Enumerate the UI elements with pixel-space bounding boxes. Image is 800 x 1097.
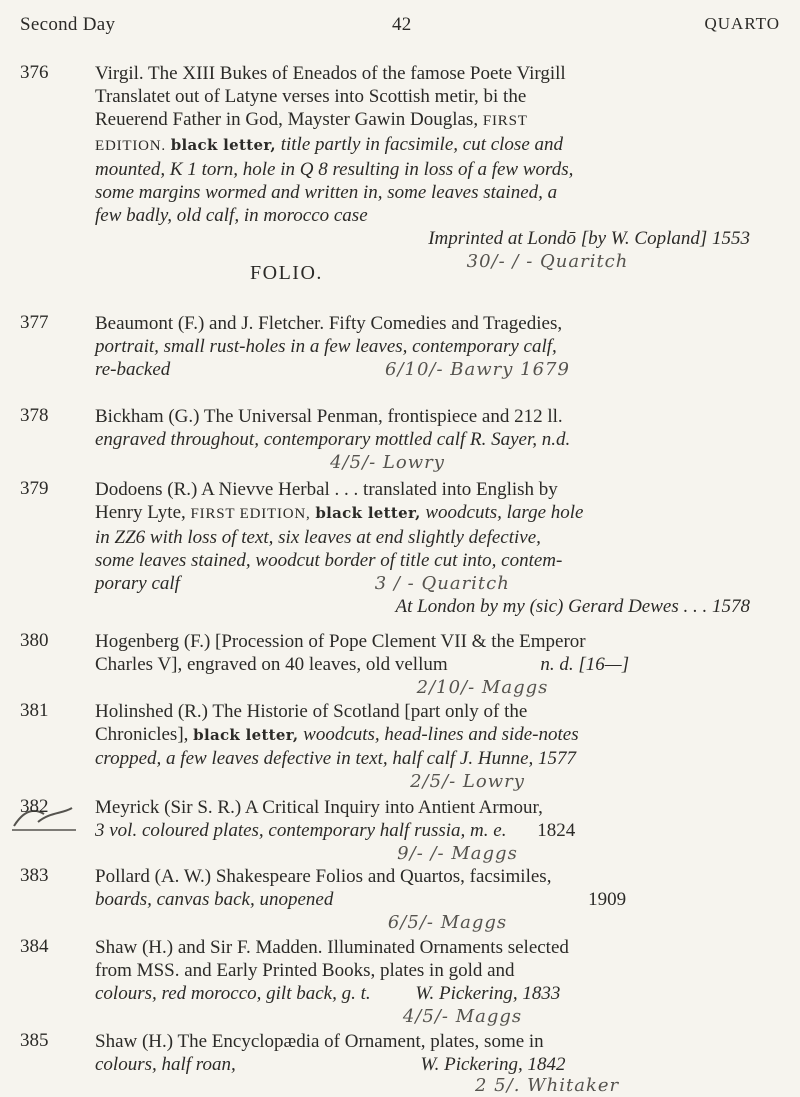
edition-note: EDITION. xyxy=(95,138,166,154)
desc-line: in ZZ6 with loss of text, six leaves at end slightly defective, xyxy=(95,527,541,548)
lot-description xyxy=(95,478,770,618)
lot-description xyxy=(95,1030,770,1096)
desc-line: Virgil. The XIII Bukes of Eneados of the famose Poete Virgill xyxy=(95,63,566,84)
imprint: n. d. [16—] xyxy=(540,654,630,675)
desc-line: Holinshed (R.) The Historie of Scotland [part only of the xyxy=(95,701,528,722)
lot-number: 380 xyxy=(20,630,49,651)
desc-line: Reuerend Father in God, Mayster Gawin Douglas, xyxy=(95,109,479,130)
desc-line: Pollard (A. W.) Shakespeare Folios and Quartos, facsimiles, xyxy=(95,866,552,887)
lot-number: 377 xyxy=(20,312,49,333)
lot-number: 383 xyxy=(20,865,49,886)
desc-line: woodcuts, head-lines and side-notes xyxy=(303,724,579,745)
desc-line: boards, canvas back, unopened xyxy=(95,889,334,910)
imprint: At London by my (sic) Gerard Dewes . . . 1578 xyxy=(395,596,750,617)
black-letter-note: black letter, xyxy=(170,136,276,154)
desc-line: Beaumont (F.) and J. Fletcher. Fifty Comedies and Tragedies, xyxy=(95,313,563,334)
desc-line: woodcuts, large hole xyxy=(425,502,584,523)
imprint: W. Pickering, 1833 xyxy=(415,983,561,1004)
desc-line: engraved throughout, contemporary mottled calf R. Sayer, n.d. xyxy=(95,429,571,450)
desc-line: porary calf xyxy=(95,573,180,594)
lot-number: 379 xyxy=(20,478,49,499)
header-sale-day: Second Day xyxy=(20,14,116,35)
desc-line: Shaw (H.) and Sir F. Madden. Illuminated Ornaments selected xyxy=(95,937,569,958)
handwritten-price: 4/5/- Lowry xyxy=(330,452,445,473)
edition-note: FIRST EDITION, xyxy=(190,506,311,522)
desc-line: few badly, old calf, in morocco case xyxy=(95,205,368,226)
desc-line: cropped, a few leaves defective in text, half calf J. Hunne, 1577 xyxy=(95,748,577,769)
desc-line: Chronicles], xyxy=(95,724,189,745)
lot-description xyxy=(95,630,770,699)
handwritten-price: 30/- / - Quaritch xyxy=(466,251,629,272)
desc-line: 3 vol. coloured plates, contemporary half russia, m. e. xyxy=(95,820,507,841)
lot-number: 376 xyxy=(20,62,49,83)
lot-number: 382 xyxy=(20,796,49,817)
desc-line: portrait, small rust-holes in a few leaves, contemporary calf, xyxy=(95,336,557,357)
desc-line: Hogenberg (F.) [Procession of Pope Clement VII & the Emperor xyxy=(95,631,586,652)
imprint: W. Pickering, 1842 xyxy=(420,1054,566,1075)
lot-description xyxy=(95,865,770,934)
handwritten-price: 4/5/- Maggs xyxy=(402,1006,523,1027)
handwritten-price: 2/5/- Lowry xyxy=(410,771,525,792)
page-header xyxy=(20,14,780,40)
lot-number: 384 xyxy=(20,936,49,957)
desc-line: some margins wormed and written in, some leaves stained, a xyxy=(95,182,558,203)
imprint: Imprinted at Londō [by W. Copland] 1553 xyxy=(428,228,750,249)
black-letter-note: black letter, xyxy=(193,726,299,744)
desc-line: colours, red morocco, gilt back, g. t. xyxy=(95,983,371,1004)
desc-line: Dodoens (R.) A Nievve Herbal . . . translated into English by xyxy=(95,479,558,500)
desc-line: Translatet out of Latyne verses into Scottish metir, bi the xyxy=(95,86,527,107)
desc-line: mounted, K 1 torn, hole in Q 8 resulting in loss of a few words, xyxy=(95,159,574,180)
lot-description xyxy=(95,405,770,474)
desc-line: Shaw (H.) The Encyclopædia of Ornament, plates, some in xyxy=(95,1031,544,1052)
lot-description xyxy=(95,62,770,273)
section-heading: FOLIO. xyxy=(250,262,323,284)
desc-line: Charles V], engraved on 40 leaves, old vellum xyxy=(95,654,448,675)
black-letter-note: black letter, xyxy=(315,504,421,522)
header-format: QUARTO xyxy=(704,14,780,33)
handwritten-price: 6/5/- Maggs xyxy=(387,912,508,933)
edition-note: FIRST xyxy=(482,113,528,129)
desc-line: re-backed xyxy=(95,359,171,380)
handwritten-price: 3 / - Quaritch xyxy=(374,573,510,594)
lot-number: 385 xyxy=(20,1030,49,1051)
lot-description xyxy=(95,796,770,865)
lot-description xyxy=(95,936,770,1028)
handwritten-price: 6/10/- Bawry 1679 xyxy=(385,359,570,380)
lot-number: 378 xyxy=(20,405,49,426)
desc-line: from MSS. and Early Printed Books, plates in gold and xyxy=(95,960,515,981)
desc-line: Henry Lyte, xyxy=(95,502,186,523)
handwritten-price: 9/- /- Maggs xyxy=(397,843,518,864)
lot-description xyxy=(95,312,770,381)
desc-line: Meyrick (Sir S. R.) A Critical Inquiry into Antient Armour, xyxy=(95,797,543,818)
handwritten-price: 2 5/. Whitaker xyxy=(475,1075,620,1096)
lot-description xyxy=(95,700,770,793)
desc-line: Bickham (G.) The Universal Penman, frontispiece and 212 ll. xyxy=(95,406,563,427)
imprint: 1824 xyxy=(537,820,576,841)
desc-line: some leaves stained, woodcut border of title cut into, contem- xyxy=(95,550,563,571)
lot-number: 381 xyxy=(20,700,49,721)
desc-line: colours, half roan, xyxy=(95,1054,236,1075)
page-number: 42 xyxy=(392,14,412,35)
imprint: 1909 xyxy=(588,889,627,910)
handwritten-price: 2/10/- Maggs xyxy=(416,677,549,698)
desc-line: title partly in facsimile, cut close and xyxy=(280,134,564,155)
